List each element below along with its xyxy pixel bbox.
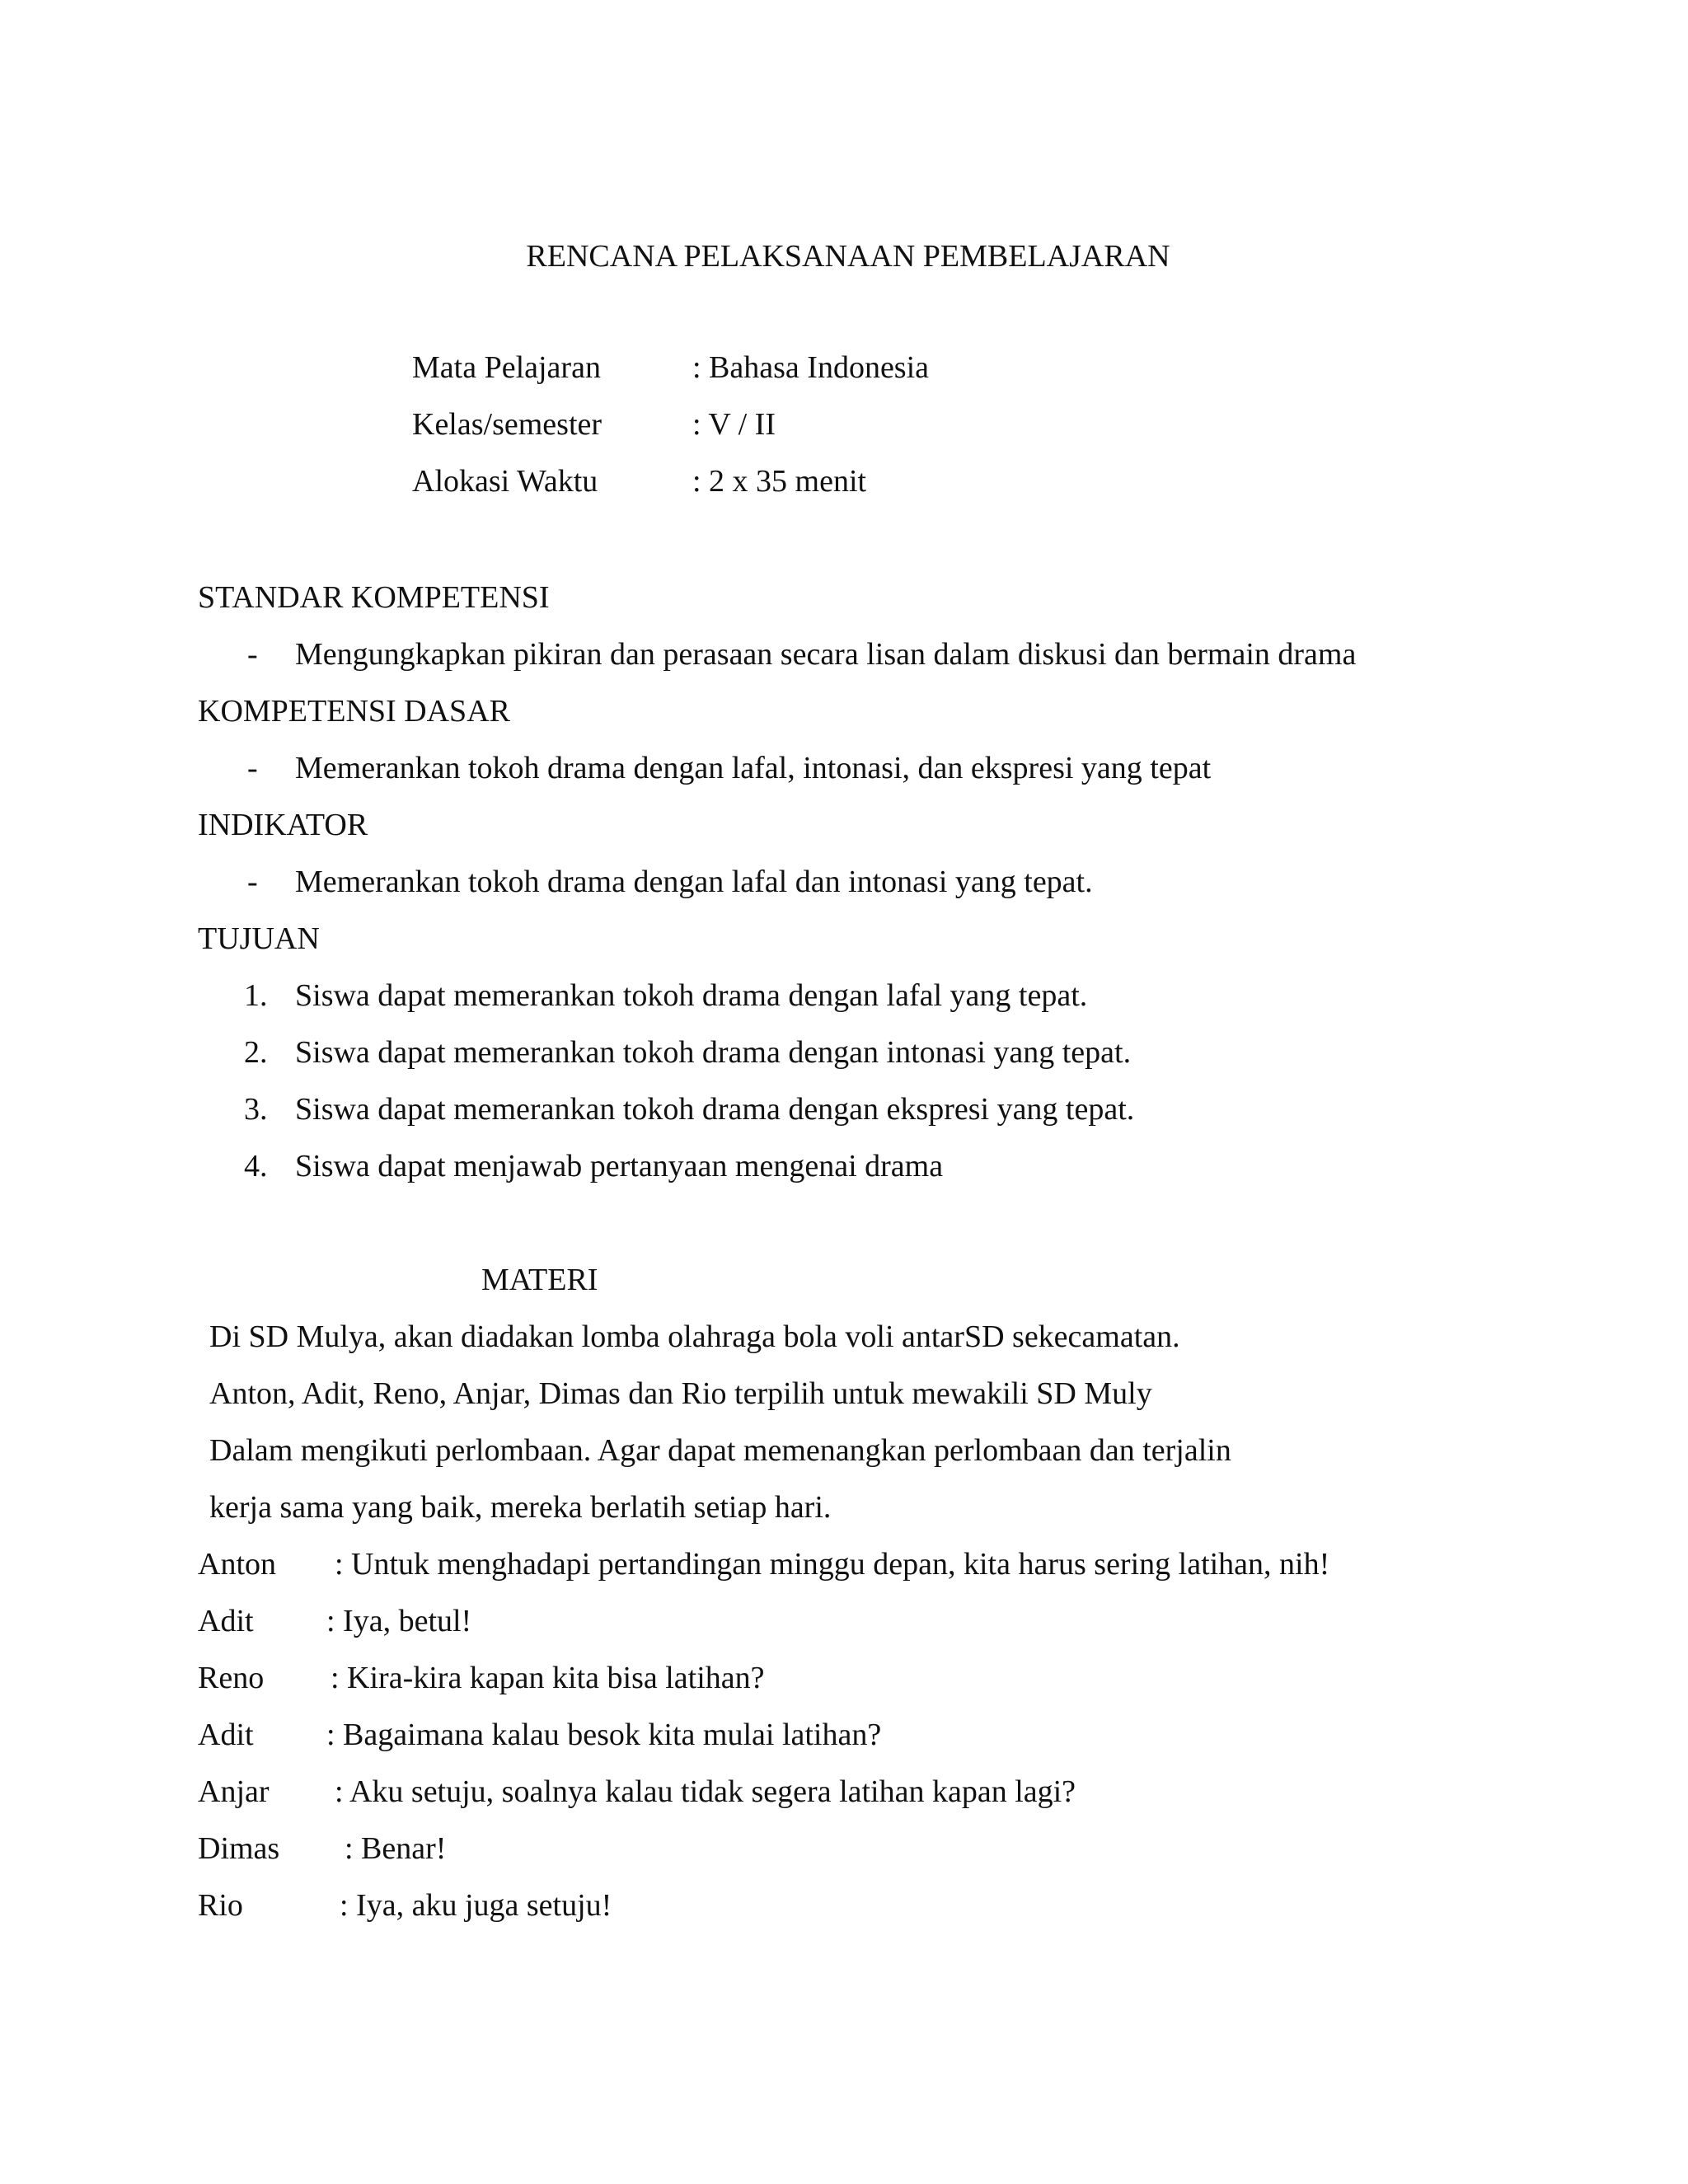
- info-label-subject: Mata Pelajaran: [412, 350, 601, 385]
- heading-kompetensi-dasar: KOMPETENSI DASAR: [198, 694, 510, 729]
- list-number: 1.: [244, 978, 268, 1013]
- dialogue-speaker: Reno: [198, 1661, 265, 1695]
- dash-bullet: -: [247, 637, 258, 672]
- dialogue-speaker: Anjar: [198, 1774, 270, 1809]
- info-value-time: : 2 x 35 menit: [692, 464, 867, 499]
- materi-paragraph-line: Anton, Adit, Reno, Anjar, Dimas dan Rio terpilih untuk mewakili SD Muly: [209, 1376, 1152, 1411]
- dialogue-speaker: Adit: [198, 1604, 254, 1638]
- tujuan-item: Siswa dapat memerankan tokoh drama dengan ekspresi yang tepat.: [295, 1092, 1135, 1127]
- info-value-class: : V / II: [692, 407, 776, 442]
- materi-paragraph-line: kerja sama yang baik, mereka berlatih setiap hari.: [209, 1490, 832, 1525]
- kompetensi-item: Memerankan tokoh drama dengan lafal, intonasi, dan ekspresi yang tepat: [295, 751, 1212, 785]
- dialogue-line: : Iya, betul!: [326, 1604, 472, 1638]
- dialogue-line: : Iya, aku juga setuju!: [340, 1888, 612, 1923]
- tujuan-item: Siswa dapat memerankan tokoh drama dengan lafal yang tepat.: [295, 978, 1088, 1013]
- tujuan-item: Siswa dapat memerankan tokoh drama dengan intonasi yang tepat.: [295, 1035, 1132, 1070]
- tujuan-item: Siswa dapat menjawab pertanyaan mengenai drama: [295, 1149, 944, 1183]
- info-label-time: Alokasi Waktu: [412, 464, 598, 499]
- dialogue-speaker: Rio: [198, 1888, 243, 1923]
- dash-bullet: -: [247, 865, 258, 899]
- indikator-item: Memerankan tokoh drama dengan lafal dan intonasi yang tepat.: [295, 865, 1093, 899]
- dialogue-line: : Bagaimana kalau besok kita mulai latihan?: [326, 1718, 882, 1752]
- heading-indikator: INDIKATOR: [198, 808, 368, 842]
- heading-standar-kompetensi: STANDAR KOMPETENSI: [198, 580, 550, 615]
- list-number: 3.: [244, 1092, 268, 1127]
- dash-bullet: -: [247, 751, 258, 785]
- dialogue-speaker: Anton: [198, 1547, 276, 1582]
- materi-paragraph-line: Di SD Mulya, akan diadakan lomba olahraga bola voli antarSD sekecamatan.: [209, 1319, 1180, 1354]
- materi-paragraph-line: Dalam mengikuti perlombaan. Agar dapat memenangkan perlombaan dan terjalin: [209, 1433, 1231, 1468]
- list-number: 2.: [244, 1035, 268, 1070]
- heading-tujuan: TUJUAN: [198, 921, 320, 956]
- dialogue-speaker: Dimas: [198, 1831, 280, 1866]
- dialogue-line: : Untuk menghadapi pertandingan minggu depan, kita harus sering latihan, nih!: [335, 1547, 1330, 1582]
- dialogue-line: : Kira-kira kapan kita bisa latihan?: [331, 1661, 765, 1695]
- dialogue-line: : Benar!: [345, 1831, 447, 1866]
- dialogue-speaker: Adit: [198, 1718, 254, 1752]
- dialogue-line: : Aku setuju, soalnya kalau tidak segera latihan kapan lagi?: [335, 1774, 1076, 1809]
- heading-materi: MATERI: [481, 1263, 598, 1297]
- info-label-class: Kelas/semester: [412, 407, 603, 442]
- standar-item: Mengungkapkan pikiran dan perasaan secara lisan dalam diskusi dan bermain drama: [295, 637, 1357, 672]
- list-number: 4.: [244, 1149, 268, 1183]
- document-title: RENCANA PELAKSANAAN PEMBELAJARAN: [526, 239, 1170, 274]
- info-value-subject: : Bahasa Indonesia: [692, 350, 930, 385]
